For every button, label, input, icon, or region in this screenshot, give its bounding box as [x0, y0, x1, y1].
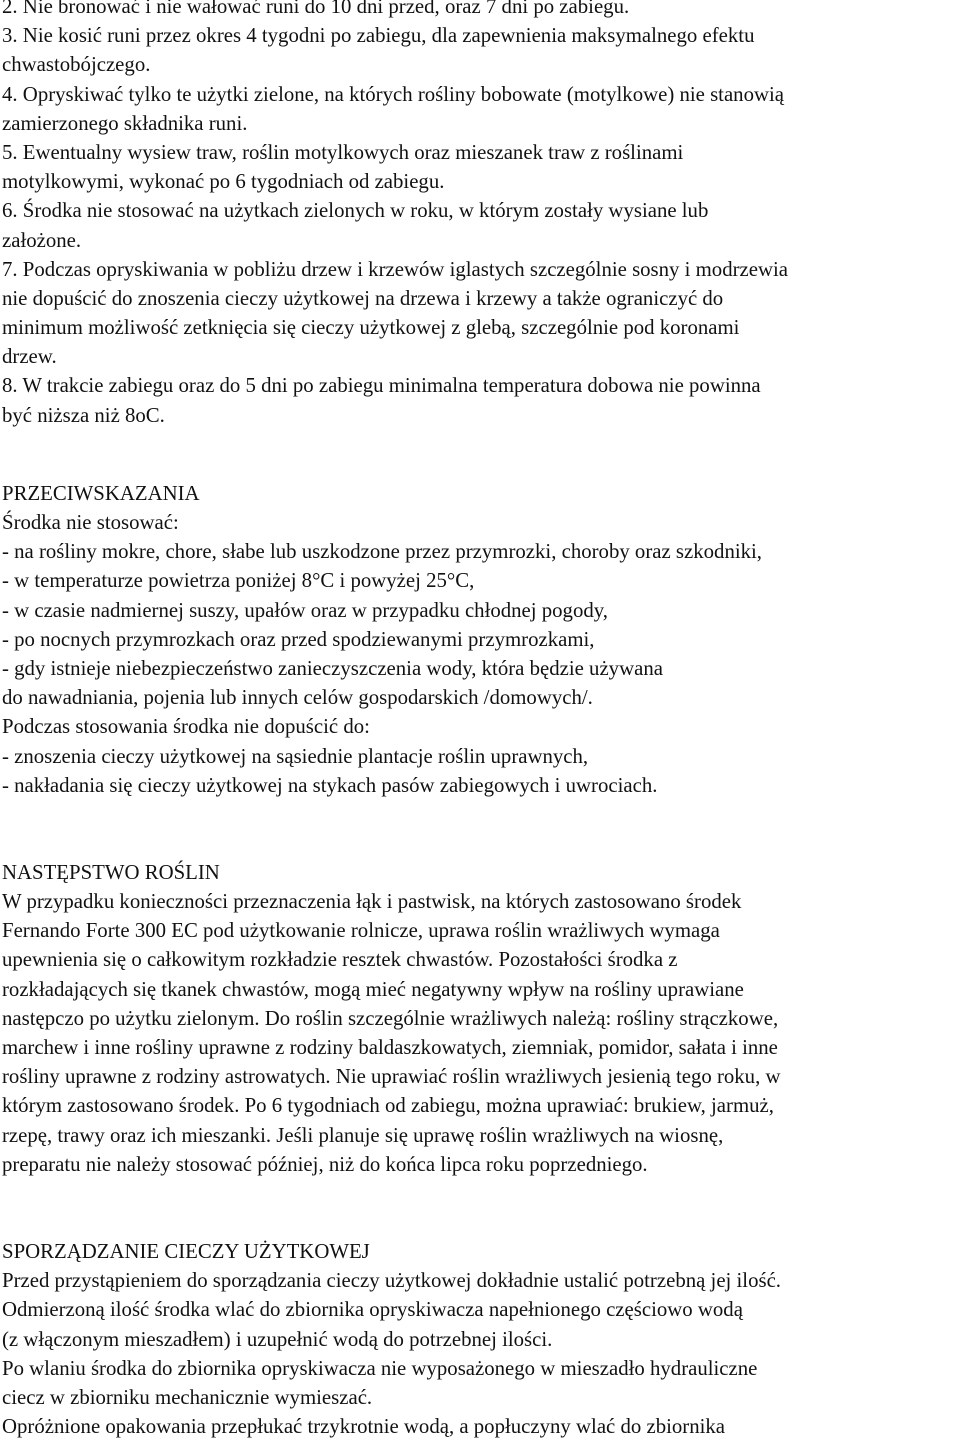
text-line: Po wlaniu środka do zbiornika opryskiwacza nie wyposażonego w mieszadło hydrauliczne	[2, 1356, 758, 1380]
text-line: - po nocnych przymrozkach oraz przed spodziewanymi przymrozkami,	[2, 627, 595, 651]
spray-preparation-section	[2, 1237, 958, 1441]
text-line: 2. Nie bronować i nie wałować runi do 10 dni przed, oraz 7 dni po zabiegu.	[2, 0, 630, 18]
text-line: Podczas stosowania środka nie dopuścić do:	[2, 715, 370, 739]
text-line: którym zastosowano środek. Po 6 tygodniach od zabiegu, można uprawiać: brukiew, jarmuż,	[2, 1094, 774, 1118]
text-line: założone.	[2, 228, 82, 252]
text-line: (z włączonym mieszadłem) i uzupełnić wodą do potrzebnej ilości.	[2, 1327, 553, 1351]
text-line: W przypadku konieczności przeznaczenia łąk i pastwisk, na których zastosowano środek	[2, 890, 742, 914]
document-page	[2, 0, 958, 1441]
section-heading: SPORZĄDZANIE CIECZY UŻYTKOWEJ	[2, 1239, 370, 1263]
text-line: Środka nie stosować:	[2, 511, 179, 534]
text-line: rozkładających się tkanek chwastów, mogą mieć negatywny wpływ na rośliny uprawiane	[2, 977, 744, 1001]
text-line: następczo po użytku zielonym. Do roślin szczególnie wrażliwych należą: rośliny strączkowe,	[2, 1006, 779, 1030]
text-line: zamierzonego składnika runi.	[2, 111, 248, 135]
text-line: - gdy istnieje niebezpieczeństwo zanieczyszczenia wody, która będzie używana	[2, 656, 663, 680]
text-line: preparatu nie należy stosować później, niż do końca lipca roku poprzedniego.	[2, 1152, 648, 1176]
section-spacer	[2, 1179, 958, 1237]
text-line: motylkowymi, wykonać po 6 tygodniach od zabiegu.	[2, 170, 445, 194]
text-line: 7. Podczas opryskiwania w pobliżu drzew i krzewów iglastych szczególnie sosny i modrzewia	[2, 257, 789, 281]
text-line: upewnienia się o całkowitym rozkładzie resztek chwastów. Pozostałości środka z	[2, 948, 678, 972]
text-line: 6. Środka nie stosować na użytkach zielonych w roku, w którym zostały wysiane lub	[2, 199, 709, 223]
text-line: drzew.	[2, 345, 57, 369]
text-line: ciecz w zbiorniku mechanicznie wymieszać.	[2, 1385, 373, 1409]
text-line: - znoszenia cieczy użytkowej na sąsiednie plantacje roślin uprawnych,	[2, 744, 589, 768]
text-line: - na rośliny mokre, chore, słabe lub uszkodzone przez przymrozki, choroby oraz szkodniki,	[2, 540, 762, 564]
text-line: Przed przystąpieniem do sporządzania cieczy użytkowej dokładnie ustalić potrzebną jej ilość.	[2, 1269, 782, 1293]
text-line: nie dopuścić do znoszenia cieczy użytkowej na drzewa i krzewy a także ograniczyć do	[2, 286, 724, 310]
text-line: rzepę, trawy oraz ich mieszanki. Jeśli planuje się uprawę roślin wrażliwych na wiosnę,	[2, 1123, 724, 1147]
text-line: 4. Opryskiwać tylko te użytki zielone, na których rośliny bobowate (motylkowe) nie stanowią	[2, 82, 785, 106]
text-line: Odmierzoną ilość środka wlać do zbiornika opryskiwacza napełnionego częściowo wodą	[2, 1298, 743, 1322]
text-line: - w czasie nadmiernej suszy, upałów oraz w przypadku chłodnej pogody,	[2, 598, 608, 622]
text-line: rośliny uprawne z rodziny astrowatych. Nie uprawiać roślin wrażliwych jesienią tego roku, w	[2, 1065, 781, 1089]
text-line: minimum możliwość zetknięcia się cieczy użytkowej z glebą, szczególnie pod koronami	[2, 316, 740, 340]
text-line: do nawadniania, pojenia lub innych celów gospodarskich /domowych/.	[2, 686, 593, 710]
section-spacer	[2, 430, 958, 479]
text-line: Opróżnione opakowania przepłukać trzykrotnie wodą, a popłuczyny wlać do zbiornika	[2, 1415, 726, 1439]
section-heading: NASTĘPSTWO ROŚLIN	[2, 860, 220, 884]
crop-succession-section	[2, 858, 958, 1179]
text-line: Fernando Forte 300 EC pod użytkowanie rolnicze, uprawa roślin wrażliwych wymaga	[2, 919, 720, 943]
usage-notes-section	[2, 0, 958, 430]
text-line: 3. Nie kosić runi przez okres 4 tygodni po zabiegu, dla zapewnienia maksymalnego efektu	[2, 24, 755, 48]
text-line: - w temperaturze powietrza poniżej 8°C i powyżej 25°C,	[2, 569, 475, 593]
text-line: chwastobójczego.	[2, 53, 151, 77]
section-spacer	[2, 800, 958, 858]
section-heading: PRZECIWSKAZANIA	[2, 481, 200, 505]
text-line: być niższa niż 8oC.	[2, 403, 165, 427]
contraindications-section	[2, 479, 958, 800]
text-line: 5. Ewentualny wysiew traw, roślin motylkowych oraz mieszanek traw z roślinami	[2, 140, 684, 164]
text-line: 8. W trakcie zabiegu oraz do 5 dni po zabiegu minimalna temperatura dobowa nie powinna	[2, 374, 761, 398]
text-line: - nakładania się cieczy użytkowej na stykach pasów zabiegowych i uwrociach.	[2, 773, 658, 797]
text-line: marchew i inne rośliny uprawne z rodziny baldaszkowatych, ziemniak, pomidor, sałata i inne	[2, 1036, 778, 1059]
